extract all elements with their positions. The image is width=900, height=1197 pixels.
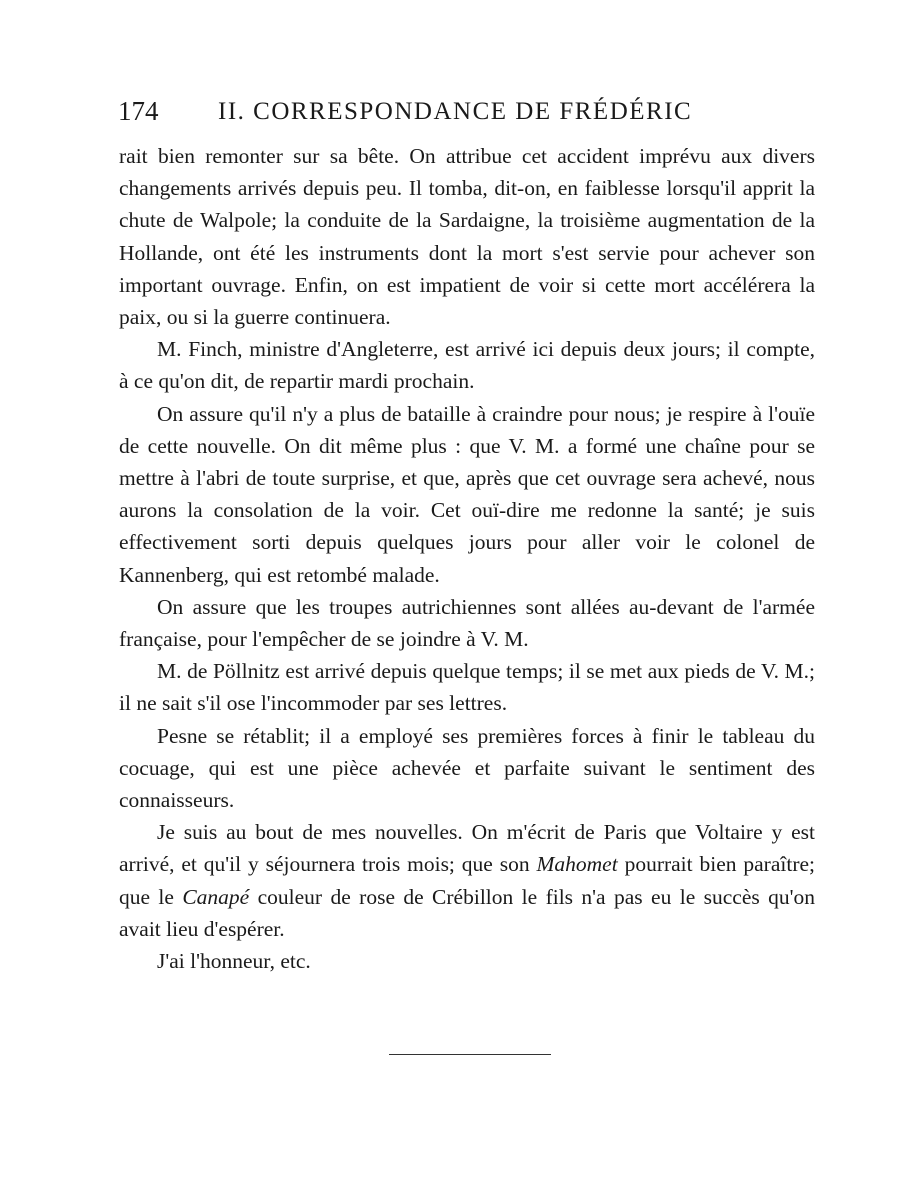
paragraph-finch: M. Finch, ministre d'Angleterre, est arrivé ici depuis deux jours; il compte, à ce qu'on dit, de repartir mardi prochain.: [119, 337, 815, 394]
letter-text: [119, 140, 815, 977]
paragraph-closing: J'ai l'honneur, etc.: [157, 949, 311, 974]
text-run: Je suis au bout de mes nouvelles. On m'écrit de Paris que Voltaire y est arrivé, et qu'il y séjournera trois mois; que son: [119, 820, 815, 877]
text-run: couleur de rose de Crébillon le fils n'a pas eu le succès qu'on avait lieu d'espérer.: [119, 884, 815, 941]
text-run: pourrait bien paraître; que le: [119, 852, 816, 909]
end-rule: [389, 1054, 551, 1055]
paragraph-pesne: Pesne se rétablit; il a employé ses premières forces à finir le tableau du cocuage, qui est une pièce achevée et parfaite suivant le sentiment des connaisseurs.: [119, 723, 815, 813]
title-mahomet: Mahomet: [536, 852, 618, 877]
page-number: 174: [118, 96, 159, 126]
paragraph-bataille: On assure qu'il n'y a plus de bataille à craindre pour nous; je respire à l'ouïe de cette nouvelle. On dit même plus : que V. M. a formé une chaîne pour se mettre à l'abri de toute surprise, et que, après que cet ouvrage sera achevé, nous aurons la consolation de la voir. Cet ouï-dire me redonne la santé; je suis effectivement sorti depuis quelques jours pour aller voir le colonel de Kannenberg, qui est retombé malade.: [119, 401, 815, 587]
paragraph-pollnitz: M. de Pöllnitz est arrivé depuis quelque temps; il se met aux pieds de V. M.; il ne sait s'il ose l'incommoder par ses lettres.: [119, 659, 815, 716]
paragraph-troupes: On assure que les troupes autrichiennes sont allées au-devant de l'armée française, pour l'empêcher de se joindre à V. M.: [119, 594, 815, 652]
title-canape: Canapé: [182, 884, 250, 909]
paragraph-nouvelles: [119, 816, 815, 945]
running-title: II. CORRESPONDANCE DE FRÉDÉRIC: [218, 98, 693, 125]
running-head: [118, 96, 818, 136]
paragraph-continuation: rait bien remonter sur sa bête. On attribue cet accident imprévu aux divers changements arrivés depuis peu. Il tomba, dit-on, en faiblesse lorsqu'il apprit la chute de Walpole; la conduite de la Sardaigne, la troisième augmentation de la Hollande, ont été les instruments dont la mort s'est servie pour achever son important ouvrage. Enfin, on est impatient de voir si cette mort accélérera la paix, ou si la guerre continuera.: [119, 144, 815, 330]
